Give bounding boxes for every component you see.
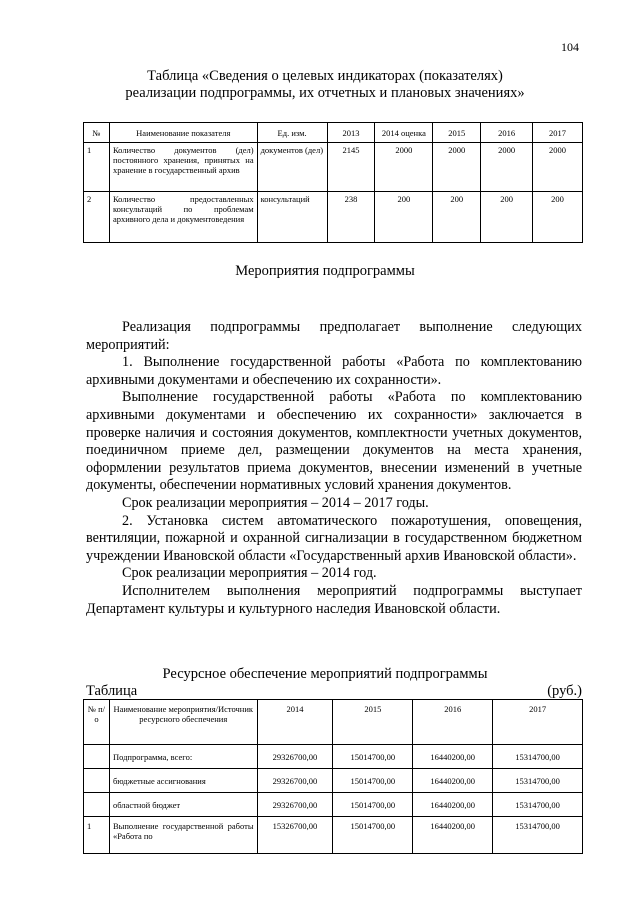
header-cell: Наименование показателя: [109, 123, 257, 143]
value-cell: 200: [433, 192, 481, 243]
value-cell: 15014700,00: [333, 793, 413, 817]
paragraph: 2. Установка систем автоматического пожаротушения, оповещения, вентиляции, пожарной и охранной сигнализации в государственном бюджетном учреждении Ивановской области «Государственный архив Ивановской области».: [86, 512, 582, 564]
header-cell: 2014: [257, 700, 333, 745]
paragraph: Выполнение государственной работы «Работа по комплектованию архивными документами и обеспечению их сохранности» заключается в проверке наличия и состояния документов, комплектности учетных документов, поединичном приеме дел, размещении документов на места хранения, оформлении результатов приема документов, внесении изменений в учетные документы, обеспечении нормативных условий хранения документов.: [86, 389, 582, 494]
resources-table-label: Таблица: [86, 683, 138, 699]
table-row: [84, 793, 583, 817]
section-title: Мероприятия подпрограммы: [235, 263, 415, 279]
resource-name: Подпрограмма, всего:: [109, 745, 257, 769]
page-number: 104: [561, 40, 579, 54]
row-number: 1: [84, 817, 110, 854]
table-row: [84, 143, 583, 192]
value-cell: 15014700,00: [333, 745, 413, 769]
value-cell: 15314700,00: [493, 769, 583, 793]
indicators-table: [83, 122, 583, 243]
indicator-unit: документов (дел): [257, 143, 327, 192]
value-cell: 2000: [481, 143, 533, 192]
table-row: [84, 745, 583, 769]
value-cell: 16440200,00: [413, 769, 493, 793]
value-cell: 16440200,00: [413, 817, 493, 854]
value-cell: 29326700,00: [257, 745, 333, 769]
resource-name: бюджетные ассигнования: [109, 769, 257, 793]
resources-table: [83, 699, 583, 854]
value-cell: 2000: [375, 143, 433, 192]
value-cell: 200: [375, 192, 433, 243]
value-cell: 15014700,00: [333, 769, 413, 793]
header-cell: 2016: [413, 700, 493, 745]
value-cell: 15326700,00: [257, 817, 333, 854]
row-number: 1: [84, 143, 110, 192]
header-cell: 2013: [327, 123, 375, 143]
value-cell: 238: [327, 192, 375, 243]
paragraph: Исполнителем выполнения мероприятий подпрограммы выступает Департамент культуры и культурного наследия Ивановской области.: [86, 582, 582, 617]
value-cell: 200: [533, 192, 583, 243]
header-cell: Наименование мероприятия/Источник ресурсного обеспечения: [109, 700, 257, 745]
table1-title-line1: Таблица «Сведения о целевых индикаторах (показателях): [147, 68, 503, 84]
body-text: [86, 319, 582, 618]
header-cell: Ед. изм.: [257, 123, 327, 143]
resource-name: Выполнение государственной работы «Работа по: [109, 817, 257, 854]
resources-table-title: Ресурсное обеспечение мероприятий подпрограммы: [162, 666, 488, 682]
header-cell: 2014 оценка: [375, 123, 433, 143]
paragraph: Срок реализации мероприятия – 2014 год.: [122, 565, 377, 582]
table-row: [84, 769, 583, 793]
header-cell: № п/о: [84, 700, 110, 745]
row-number: [84, 793, 110, 817]
value-cell: 2000: [433, 143, 481, 192]
indicator-name: Количество предоставленных консультаций по проблемам архивного дела и документоведения: [109, 192, 257, 243]
resource-name: областной бюджет: [109, 793, 257, 817]
header-cell: 2017: [493, 700, 583, 745]
row-number: 2: [84, 192, 110, 243]
indicator-name: Количество документов (дел) постоянного хранения, принятых на хранение в государственный архив: [109, 143, 257, 192]
header-cell: 2017: [533, 123, 583, 143]
header-cell: 2015: [333, 700, 413, 745]
value-cell: 16440200,00: [413, 745, 493, 769]
header-cell: 2015: [433, 123, 481, 143]
table-row: [84, 817, 583, 854]
value-cell: 29326700,00: [257, 769, 333, 793]
indicator-unit: консультаций: [257, 192, 327, 243]
value-cell: 16440200,00: [413, 793, 493, 817]
value-cell: 2145: [327, 143, 375, 192]
header-cell: №: [84, 123, 110, 143]
value-cell: 15314700,00: [493, 817, 583, 854]
value-cell: 15314700,00: [493, 745, 583, 769]
table1-title-line2: реализации подпрограммы, их отчетных и плановых значениях»: [125, 85, 525, 101]
row-number: [84, 745, 110, 769]
paragraph: Реализация подпрограммы предполагает выполнение следующих мероприятий:: [86, 319, 582, 353]
table-row: [84, 192, 583, 243]
paragraph: Срок реализации мероприятия – 2014 – 2017 годы.: [122, 494, 429, 511]
value-cell: 2000: [533, 143, 583, 192]
header-cell: 2016: [481, 123, 533, 143]
paragraph: 1. Выполнение государственной работы «Работа по комплектованию архивными документами и обеспечению их сохранности».: [86, 354, 582, 388]
value-cell: 15014700,00: [333, 817, 413, 854]
value-cell: 200: [481, 192, 533, 243]
value-cell: 15314700,00: [493, 793, 583, 817]
resources-table-unit: (руб.): [547, 683, 582, 699]
row-number: [84, 769, 110, 793]
value-cell: 29326700,00: [257, 793, 333, 817]
